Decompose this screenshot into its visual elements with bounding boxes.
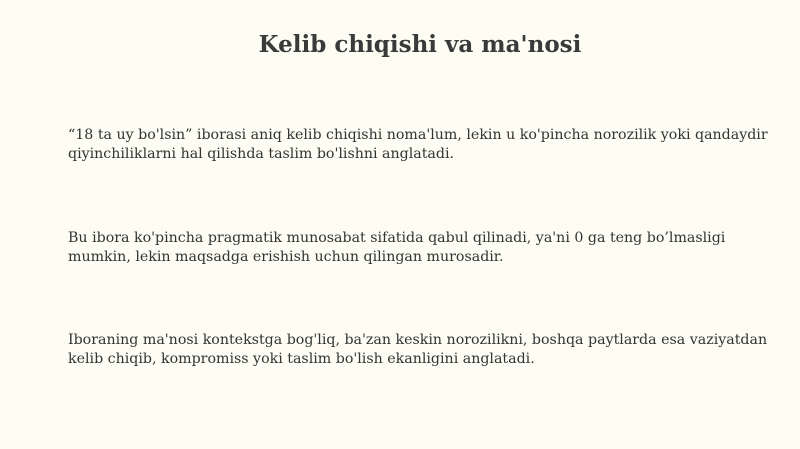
paragraph-meaning: Iboraning ma'nosi kontekstga bog'liq, ba'zan keskin norozilikni, boshqa paytlarda esa vaziyatdan kelib chiqib, kompromiss yoki taslim bo'lish ekanligini anglatadi. [68, 332, 768, 367]
paragraph-pragmatic: Bu ibora ko'pincha pragmatik munosabat sifatida qabul qilinadi, ya'ni 0 ga teng bo’lmasligi mumkin, lekin maqsadga erishish uchun qilingan murosadir. [68, 230, 726, 265]
paragraph-origin: “18 ta uy bo'lsin” iborasi aniq kelib chiqishi noma'lum, lekin u ko'pincha norozilik yoki qandaydir qiyinchiliklarni hal qilishda taslim bo'lishni anglatadi. [68, 127, 768, 162]
slide-title: Kelib chiqishi va ma'nosi [258, 31, 582, 58]
